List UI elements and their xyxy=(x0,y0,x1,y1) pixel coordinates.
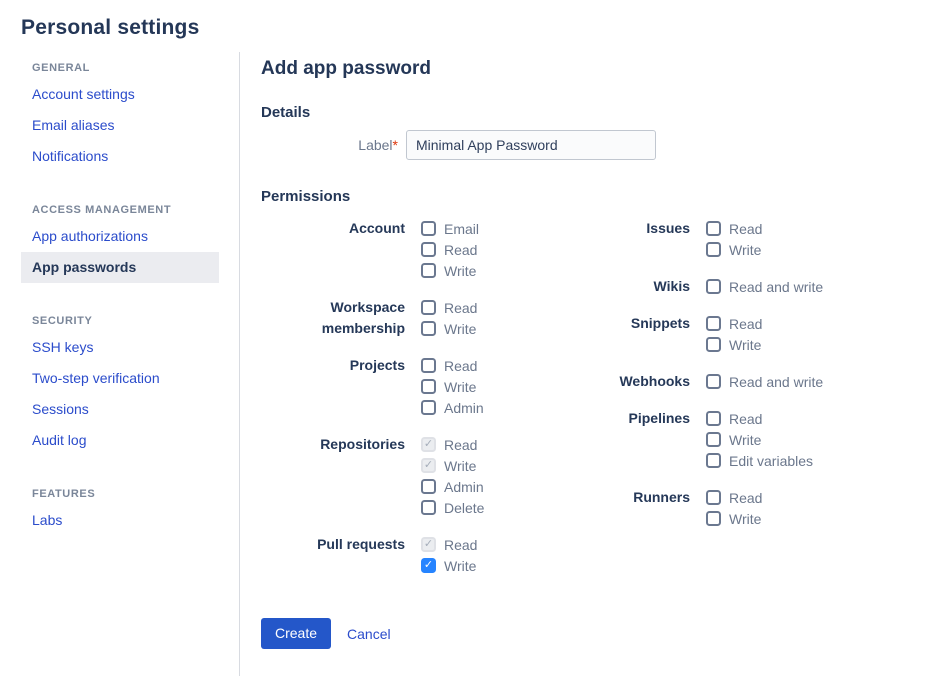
checkbox-runners-write[interactable] xyxy=(706,511,721,526)
permission-group-account xyxy=(261,218,593,281)
checkbox-webhooks-read-and-write[interactable] xyxy=(706,374,721,389)
sidebar-section-features xyxy=(0,480,239,536)
permission-option-repositories-admin xyxy=(421,476,484,497)
permission-option-projects-admin xyxy=(421,397,484,418)
permission-group-label: Issues xyxy=(646,220,690,236)
permission-group-label: Workspace membership xyxy=(321,299,405,336)
sidebar-section-general xyxy=(0,54,239,172)
checkbox-repositories-write[interactable]: ✓ xyxy=(421,458,436,473)
checkbox-label: Delete xyxy=(444,499,485,516)
permission-option-repositories-write xyxy=(421,455,484,476)
permission-group-label: Repositories xyxy=(320,436,405,452)
permission-group-label: Snippets xyxy=(630,315,690,331)
sidebar-section-security xyxy=(0,307,239,456)
form-actions xyxy=(261,618,936,649)
permission-options xyxy=(421,434,484,518)
permission-options xyxy=(421,534,477,576)
permission-options xyxy=(706,313,762,355)
create-button[interactable]: Create xyxy=(261,618,331,649)
permission-option-repositories-delete xyxy=(421,497,484,518)
permission-options xyxy=(706,371,823,392)
permission-group-label: Webhooks xyxy=(619,373,690,389)
permission-group-snippets xyxy=(593,313,933,355)
permission-group-webhooks xyxy=(593,371,933,392)
checkbox-pull-requests-write[interactable]: ✓ xyxy=(421,558,436,573)
sidebar-item-app-authorizations[interactable]: App authorizations xyxy=(32,228,148,244)
checkbox-pipelines-read[interactable] xyxy=(706,411,721,426)
permission-group-issues xyxy=(593,218,933,260)
cancel-link[interactable]: Cancel xyxy=(347,625,391,642)
checkbox-label: Read xyxy=(444,241,478,258)
checkbox-account-email[interactable] xyxy=(421,221,436,236)
details-section-heading: Details xyxy=(261,104,311,121)
permission-option-account-email xyxy=(421,218,479,239)
permission-option-webhooks-read-and-write xyxy=(706,371,823,392)
settings-sidebar xyxy=(0,52,240,676)
checkbox-label: Write xyxy=(729,510,762,527)
page-header xyxy=(0,0,936,52)
checkbox-label: Write xyxy=(729,336,762,353)
checkbox-label: Email xyxy=(444,220,480,237)
checkbox-label: Read xyxy=(729,315,763,332)
form-title: Add app password xyxy=(261,58,431,79)
permission-options xyxy=(706,276,823,297)
label-input[interactable] xyxy=(406,130,656,160)
permissions-column-2 xyxy=(593,218,933,592)
permission-group-label: Runners xyxy=(633,489,690,505)
permission-option-workspace-membership-read xyxy=(421,297,477,318)
permission-option-issues-read xyxy=(706,218,762,239)
sidebar-item-two-step-verification[interactable]: Two-step verification xyxy=(32,370,160,386)
permission-group-runners xyxy=(593,487,933,529)
sidebar-section-access-management xyxy=(0,196,239,283)
checkbox-account-write[interactable] xyxy=(421,263,436,278)
checkbox-snippets-write[interactable] xyxy=(706,337,721,352)
checkbox-label: Read xyxy=(444,357,478,374)
content-row xyxy=(0,52,936,676)
page-title: Personal settings xyxy=(21,16,200,39)
checkbox-repositories-admin[interactable] xyxy=(421,479,436,494)
permission-group-label: Account xyxy=(349,220,405,236)
permission-options xyxy=(706,218,762,260)
checkbox-label: Edit variables xyxy=(729,452,814,469)
permission-option-runners-read xyxy=(706,487,762,508)
checkbox-label: Write xyxy=(444,378,477,395)
sidebar-item-app-passwords[interactable]: App passwords xyxy=(21,252,219,283)
permissions-grid xyxy=(261,218,936,592)
checkbox-label: Read xyxy=(444,536,478,553)
permission-option-workspace-membership-write xyxy=(421,318,477,339)
checkbox-label: Write xyxy=(444,320,477,337)
checkbox-workspace-membership-read[interactable] xyxy=(421,300,436,315)
permission-option-projects-read xyxy=(421,355,484,376)
checkbox-runners-read[interactable] xyxy=(706,490,721,505)
permission-option-issues-write xyxy=(706,239,762,260)
sidebar-item-notifications[interactable]: Notifications xyxy=(32,148,109,164)
required-asterisk: * xyxy=(392,137,398,153)
permission-option-snippets-write xyxy=(706,334,762,355)
permission-group-label: Pull requests xyxy=(317,536,405,552)
permission-group-pipelines xyxy=(593,408,933,471)
checkbox-pull-requests-read[interactable]: ✓ xyxy=(421,537,436,552)
checkbox-label: Read and write xyxy=(729,373,824,390)
permission-option-pipelines-edit-variables xyxy=(706,450,813,471)
checkbox-label: Admin xyxy=(444,399,484,416)
permission-group-label: Wikis xyxy=(653,278,690,294)
checkbox-label: Write xyxy=(729,241,762,258)
sidebar-item-sessions[interactable]: Sessions xyxy=(32,401,89,417)
checkbox-projects-admin[interactable] xyxy=(421,400,436,415)
permission-options xyxy=(421,218,479,281)
permission-option-pipelines-read xyxy=(706,408,813,429)
label-field-label-text: Label xyxy=(358,137,393,153)
checkbox-wikis-read-and-write[interactable] xyxy=(706,279,721,294)
checkbox-label: Read and write xyxy=(729,278,824,295)
label-field-row xyxy=(261,130,936,160)
sidebar-item-audit-log[interactable]: Audit log xyxy=(32,432,87,448)
sidebar-section-heading: ACCESS MANAGEMENT xyxy=(32,204,172,216)
checkbox-label: Write xyxy=(729,431,762,448)
sidebar-item-email-aliases[interactable]: Email aliases xyxy=(32,117,115,133)
checkbox-snippets-read[interactable] xyxy=(706,316,721,331)
checkbox-projects-write[interactable] xyxy=(421,379,436,394)
permission-group-workspace-membership xyxy=(261,297,593,339)
permission-group-wikis xyxy=(593,276,933,297)
permission-option-snippets-read xyxy=(706,313,762,334)
permission-option-projects-write xyxy=(421,376,484,397)
permission-options xyxy=(421,297,477,339)
checkbox-label: Read xyxy=(729,410,763,427)
permission-option-pipelines-write xyxy=(706,429,813,450)
checkbox-label: Write xyxy=(444,557,477,574)
permission-options xyxy=(706,487,762,529)
sidebar-section-heading: GENERAL xyxy=(32,62,90,74)
permission-group-repositories xyxy=(261,434,593,518)
checkbox-label: Admin xyxy=(444,478,484,495)
permission-group-label: Projects xyxy=(349,357,405,373)
checkbox-issues-read[interactable] xyxy=(706,221,721,236)
permission-group-pull-requests xyxy=(261,534,593,576)
sidebar-section-heading: SECURITY xyxy=(32,315,93,327)
checkbox-label: Read xyxy=(444,436,478,453)
checkbox-workspace-membership-write[interactable] xyxy=(421,321,436,336)
checkbox-account-read[interactable] xyxy=(421,242,436,257)
main-panel xyxy=(240,52,936,676)
checkbox-issues-write[interactable] xyxy=(706,242,721,257)
sidebar-item-ssh-keys[interactable]: SSH keys xyxy=(32,339,94,355)
label-field-label xyxy=(261,137,398,153)
permission-option-account-write xyxy=(421,260,479,281)
permission-option-account-read xyxy=(421,239,479,260)
checkbox-repositories-delete[interactable] xyxy=(421,500,436,515)
permission-option-runners-write xyxy=(706,508,762,529)
checkbox-label: Read xyxy=(729,220,763,237)
checkbox-label: Read xyxy=(444,299,478,316)
permission-option-repositories-read xyxy=(421,434,484,455)
checkbox-label: Write xyxy=(444,262,477,279)
permission-option-wikis-read-and-write xyxy=(706,276,823,297)
checkbox-label: Read xyxy=(729,489,763,506)
permission-option-pull-requests-write xyxy=(421,555,477,576)
checkbox-projects-read[interactable] xyxy=(421,358,436,373)
permission-options xyxy=(421,355,484,418)
sidebar-item-labs[interactable]: Labs xyxy=(32,512,63,528)
permissions-section-heading: Permissions xyxy=(261,188,351,205)
checkbox-repositories-read[interactable]: ✓ xyxy=(421,437,436,452)
checkbox-pipelines-write[interactable] xyxy=(706,432,721,447)
sidebar-section-heading: FEATURES xyxy=(32,488,96,500)
permissions-column-1 xyxy=(261,218,593,592)
sidebar-item-account-settings[interactable]: Account settings xyxy=(32,86,135,102)
permission-group-projects xyxy=(261,355,593,418)
checkbox-pipelines-edit-variables[interactable] xyxy=(706,453,721,468)
checkbox-label: Write xyxy=(444,457,477,474)
permission-option-pull-requests-read xyxy=(421,534,477,555)
permission-options xyxy=(706,408,813,471)
permission-group-label: Pipelines xyxy=(628,410,690,426)
